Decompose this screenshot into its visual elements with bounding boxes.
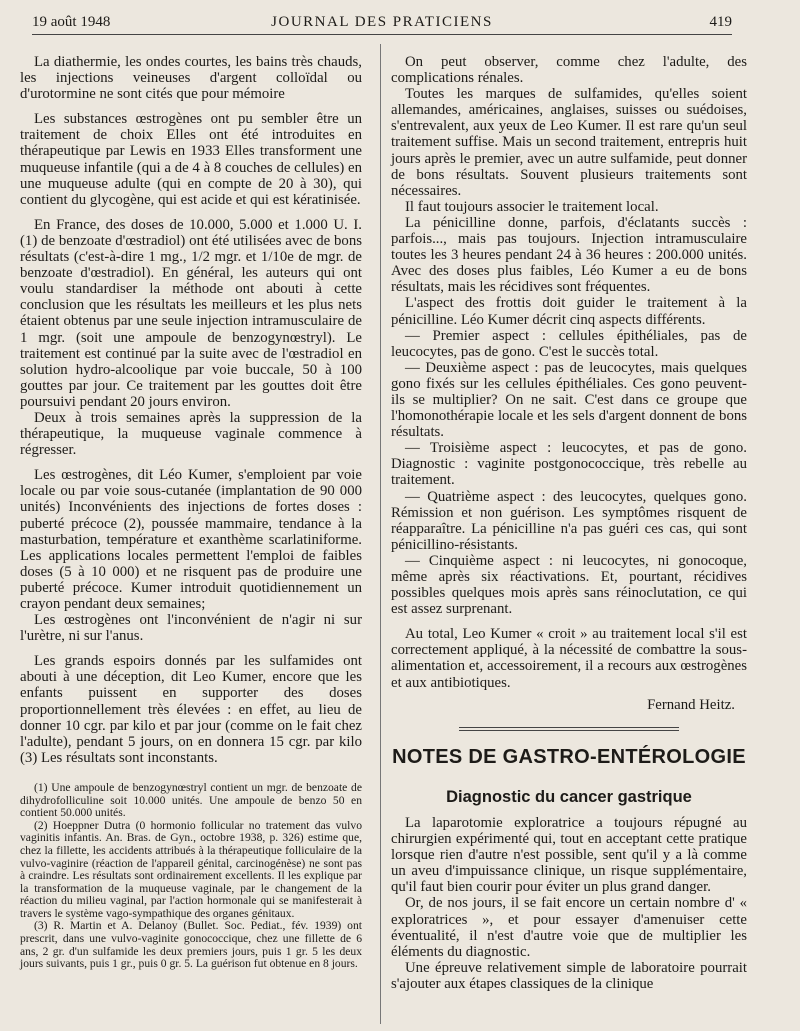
paragraph: L'aspect des frottis doit guider le traitement à la pénicilline. Léo Kumer décrit cinq aspects différents.: [391, 295, 747, 328]
journal-title: JOURNAL DES PRATICIENS: [271, 14, 493, 30]
issue-date: 19 août 1948: [32, 14, 111, 30]
footnote: (1) Une ampoule de benzogynœstryl contient un mgr. de benzoate de dihydrofolliculine soit 10.000 unités. Une ampoule de benzo 50 en contient 50.000 unités.: [20, 780, 362, 820]
left-column: [20, 54, 362, 971]
footnotes: [20, 782, 362, 971]
paragraph: Une épreuve relativement simple de laboratoire pourrait s'ajouter aux étapes classiques de la clinique: [391, 959, 747, 992]
paragraph: La laparotomie exploratrice a toujours répugné au chirurgien expérimenté qui, tout en acceptant cette pratique lorsque rien d'autre n'est possible, sent qu'il y a là comme un aveu d'impuissance clinique, un risque supplémentaire, qu'il faut bien courir pour éviter un plus grand danger.: [391, 814, 747, 896]
paragraph: En France, des doses de 10.000, 5.000 et 1.000 U. I. (1) de benzoate d'œstradiol) ont été utilisées avec de bons résultats (c'est-à-dire 1 mg., 1/2 mgr. et 1/10e de mgr. de benzoate d'œstradiol). En général, les auteurs qui ont voulu standardiser la méthode ont abouti à cette conclusion que les résultats les meilleurs et les plus nets étaient obtenus par une seule injection intramusculaire de 1 mgr. (soit une ampoule de benzogynœstryl). Le traitement est continué par la suite avec de l'œstradiol en solution hydro-alcoolique par voie buccale, 50 à 100 gouttes par jour. Ce traitement par les gouttes doit être poursuivi pendant 20 jours environ.: [20, 216, 362, 410]
paragraph: Toutes les marques de sulfamides, qu'elles soient allemandes, américaines, anglaises, suisses ou suédoises, s'entrevalent, aux yeux de Leo Kumer. Il est rare qu'un seul traitement suffise. Mais un second traitement, entrepris huit jours après le premier, avec un autre sulfamide, peut donner de bons résultats. Souvent plusieurs traitements sont nécessaires.: [391, 86, 747, 199]
paragraph: Il faut toujours associer le traitement local.: [405, 198, 659, 215]
footnote: (2) Hoeppner Dutra (0 hormonio follicular no tratement das vulvo vaginitis infantis. An. Bras. de Gyn., octobre 1938, p. 326) estime que, chez la fillette, les accidents attribués à la thérapeutique folliculaire de la vulvo-vaginire (réaction de l'appareil génital, carcinogénèse) ne sont pas à craindre. Les résultats sont ordinairement excellents. Il les explique par la transformation de la muqueuse vaginale, par le changement de la réaction du milieu vaginal, par l'action hormonale qui se manifesterait à travers le système vago-sympathique des organes génitaux.: [20, 818, 362, 920]
paragraph: La pénicilline donne, parfois, d'éclatants succès : parfois..., mais pas toujours. Injection intramusculaire toutes les 3 heures pendant 24 à 36 heures : 200.000 unités. Avec des doses plus faibles, Léo Kumer a eu de bons résultats, mais les récidives sont fréquentes.: [391, 214, 747, 296]
paragraph: Les œstrogènes ont l'inconvénient de n'agir ni sur l'urètre, ni sur l'anus.: [20, 612, 362, 645]
paragraph: La diathermie, les ondes courtes, les bains très chauds, les injections veineuses d'argent colloïdal ou d'urotormine ne sont cités que pour mémoire: [20, 54, 362, 103]
article-title: Diagnostic du cancer gastrique: [446, 787, 692, 806]
author-signature: Fernand Heitz.: [647, 696, 735, 713]
paragraph: — Premier aspect : cellules épithéliales, pas de leucocytes, pas de gono. C'est le succès total.: [391, 327, 747, 360]
paragraph: — Quatrième aspect : des leucocytes, quelques gono. Rémission et non guérison. Les symptômes risquent de réapparaître. La pénicilline n'a pas guéri ces cas, qui sont pénicillino-résistants.: [391, 488, 747, 553]
footnote: (3) R. Martin et A. Delanoy (Bullet. Soc. Pediat., fév. 1939) ont prescrit, dans une vulvo-vaginite gonococcique, chez une fillette de 6 ans, 2 gr. d'un sulfamide les deux premiers jours, puis 1 gr. 5 les deux jours suivants, puis 1 gr., puis 0 gr. 5. La guérison fut obtenue en 8 jours.: [20, 919, 362, 971]
page-number: 419: [709, 14, 732, 30]
paragraph: — Troisième aspect : leucocytes, et pas de gono. Diagnostic : vaginite postgonococcique, très rebelle au traitement.: [391, 440, 747, 489]
section-divider: [459, 727, 679, 731]
paragraph: Or, de nos jours, il se fait encore un certain nombre d' « exploratrices », et pour essayer d'amenuiser cette éventualité, il n'est d'autre voie que de multiplier les éléments du diagnostic.: [391, 895, 747, 960]
section-title: NOTES DE GASTRO-ENTÉROLOGIE: [392, 745, 746, 768]
paragraph: — Cinquième aspect : ni leucocytes, ni gonocoque, même après six réactivations. Et, pourtant, récidives possibles quelques mois après sans réinoclutation, ce qui est assez surprenant.: [391, 552, 747, 618]
paragraph: Les œstrogènes, dit Léo Kumer, s'emploient par voie locale ou par voie sous-cutanée (implantation de 90 000 unités) Inconvénients des injections de fortes doses : puberté précoce (2), poussée mammaire, tendance à la masturbation, température et exanthème scarlatiniforme. Les applications locales permettent l'emploi de faibles doses (5 à 10 000) et ne risquent pas de produire une puberté précoce. Kumer introduit quotidiennement un crayon pendant deux semaines;: [20, 467, 362, 612]
column-rule: [380, 44, 381, 1024]
right-column: [391, 54, 747, 992]
paragraph: Les substances œstrogènes ont pu sembler être un traitement de choix Elles ont été introduites en thérapeutique par Lewis en 1933 Elles transforment une muqueuse infantile (qui a de 4 à 8 couches de cellules) en une muqueuse adulte (qui en compte de 20 à 30), qui contient du glycogène, qui est acide et qui est kératinisée.: [20, 111, 362, 208]
paragraph: Au total, Leo Kumer « croit » au traitement local s'il est correctement appliqué, à la nécessité de combattre la sous-alimentation et, accessoirement, il a recours aux œstrogènes et aux antibiotiques.: [391, 626, 747, 691]
paragraph: Deux à trois semaines après la suppression de la thérapeutique, la muqueuse vaginale commence à régresser.: [20, 409, 362, 459]
paragraph: On peut observer, comme chez l'adulte, des complications rénales.: [391, 54, 747, 87]
paragraph: — Deuxième aspect : pas de leucocytes, mais quelques gono fixés sur les cellules épithéliales. Ces gono peuvent-ils se multiplier? On ne sait. C'est dans ce groupe que l'homonothérapie locale et les sels d'argent donnent de bons résultats.: [391, 359, 747, 441]
page-header: [32, 10, 732, 35]
paragraph: Les grands espoirs donnés par les sulfamides ont abouti à une déception, dit Leo Kumer, encore que les enfants puissent en supporter des doses proportionnellement très élevées : en effet, au lieu de donner 10 cgr. par kilo et par jour (comme on le fait chez l'adulte), pendant 5 jours, on en donnera 15 cgr. par kilo (3) Les résultats sont inconstants.: [20, 653, 362, 766]
